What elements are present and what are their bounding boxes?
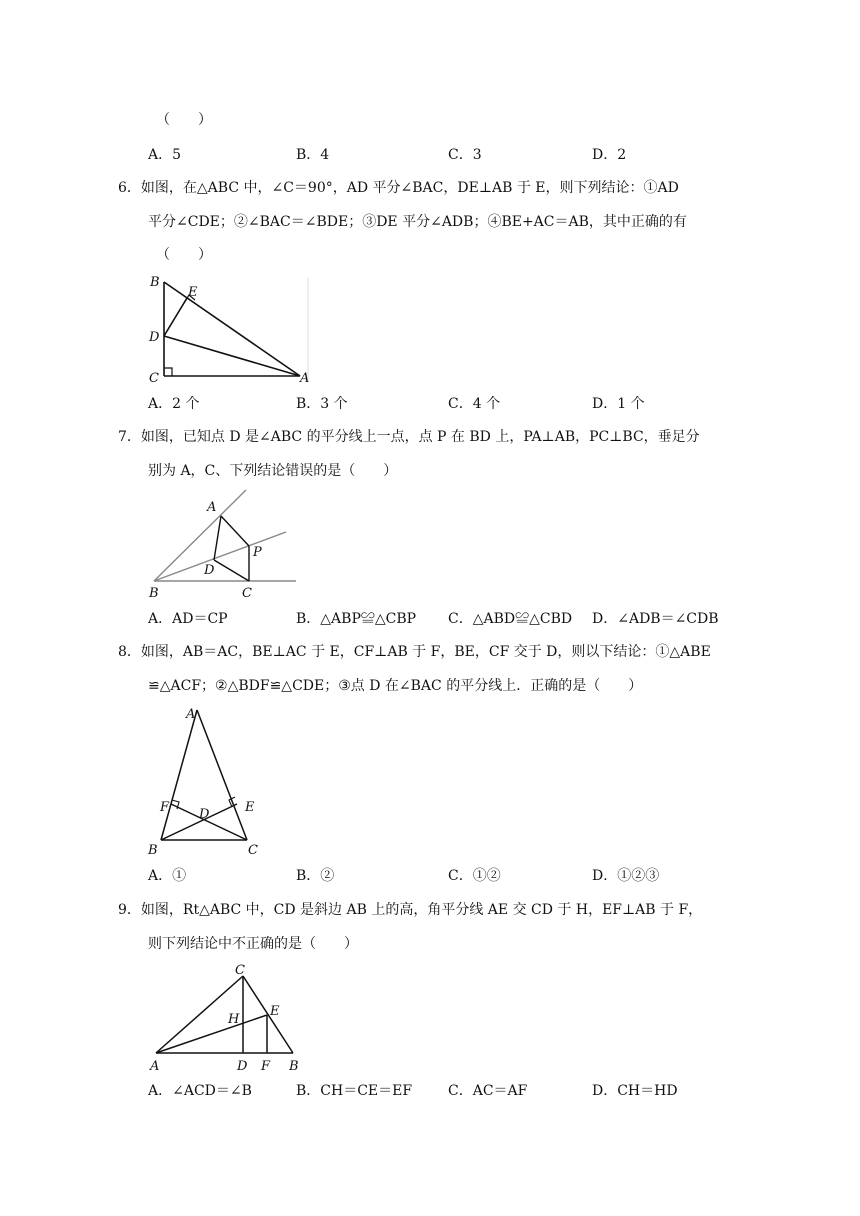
q5-option-a: A．5 [148, 147, 182, 163]
q8-label-b: B [148, 843, 158, 858]
q7-label-a: A [207, 500, 217, 515]
q9-label-a: A [150, 1059, 160, 1074]
q8-label-e: E [245, 800, 255, 815]
q8-options [148, 866, 768, 886]
q9-options [148, 1081, 768, 1101]
q7-label-b: B [149, 586, 159, 601]
q5-option-d: D．2 [592, 147, 627, 163]
q9-label-b: B [289, 1059, 299, 1074]
q8-label-a: A [186, 707, 196, 722]
q9-option-d: D．CH＝HD [592, 1083, 678, 1099]
q8-stem-line-2: ≌△ACF；②△BDF≌△CDE；③点 D 在∠BAC 的平分线上．正确的是（ ） [148, 678, 643, 694]
q8-label-f: F [160, 800, 170, 815]
q6-option-b: B．3 个 [296, 396, 348, 412]
q9-label-e: E [270, 1004, 280, 1019]
q7-figure [140, 484, 310, 604]
q6-label-c: C [149, 371, 159, 386]
q9-option-a: A．∠ACD＝∠B [148, 1083, 252, 1099]
q7-options [148, 609, 768, 629]
q6-label-b: B [150, 275, 160, 290]
q7-option-a: A．AD＝CP [148, 611, 228, 627]
q9-figure [140, 958, 310, 1078]
q9-option-c: C．AC＝AF [448, 1083, 528, 1099]
q8-figure [140, 700, 280, 860]
q7-option-b: B．△ABP≌△CBP [296, 611, 417, 627]
q6-stem-line-3: （ ） [156, 247, 212, 263]
q7-option-d: D．∠ADB＝∠CDB [592, 611, 719, 627]
q6-figure [140, 268, 320, 388]
q9-label-c: C [235, 963, 245, 978]
q7-label-p: P [253, 545, 262, 560]
q8-label-d: D [199, 807, 210, 822]
q6-label-a: A [300, 371, 310, 386]
q7-label-c: C [242, 586, 252, 601]
q7-label-d: D [204, 563, 215, 578]
q8-stem-line-1: 8．如图，AB＝AC，BE⊥AC 于 E，CF⊥AB 于 F，BE，CF 交于 D，则以下结论：①△ABE [118, 644, 711, 660]
q9-stem-line-2: 则下列结论中不正确的是（ ） [148, 936, 358, 952]
q5-options [148, 145, 768, 165]
q6-stem-line-2: 平分∠CDE；②∠BAC＝∠BDE；③DE 平分∠ADB；④BE+AC＝AB，其中正确的有 [148, 214, 687, 230]
q7-option-c: C．△ABD≌△CBD [448, 611, 573, 627]
q8-option-a: A．① [148, 868, 187, 884]
q5-option-c: C．3 [448, 147, 482, 163]
q8-option-d: D．①②③ [592, 868, 660, 884]
q6-stem-line-1: 6．如图，在△ABC 中，∠C＝90°，AD 平分∠BAC，DE⊥AB 于 E，则下列结论：①AD [118, 180, 679, 196]
q5-paren: （ ） [156, 112, 212, 128]
q8-label-c: C [248, 843, 258, 858]
q6-options [148, 394, 768, 414]
q6-option-c: C．4 个 [448, 396, 501, 412]
q6-label-d: D [149, 330, 160, 345]
q9-label-f: F [261, 1059, 271, 1074]
q7-stem-line-1: 7．如图，已知点 D 是∠ABC 的平分线上一点，点 P 在 BD 上，PA⊥AB，PC⊥BC，垂足分 [118, 429, 700, 445]
q8-option-b: B．② [296, 868, 335, 884]
q9-stem-line-1: 9．如图，Rt△ABC 中，CD 是斜边 AB 上的高，角平分线 AE 交 CD 于 H，EF⊥AB 于 F， [118, 902, 703, 918]
q7-stem-line-2: 别为 A，C、下列结论错误的是（ ） [148, 463, 398, 479]
q6-option-d: D．1 个 [592, 396, 645, 412]
q6-label-e: E [188, 285, 198, 300]
q9-label-h: H [228, 1012, 240, 1027]
q5-option-b: B．4 [296, 147, 330, 163]
q8-option-c: C．①② [448, 868, 501, 884]
q6-option-a: A．2 个 [148, 396, 200, 412]
q9-option-b: B．CH＝CE＝EF [296, 1083, 413, 1099]
q9-label-d: D [237, 1059, 248, 1074]
